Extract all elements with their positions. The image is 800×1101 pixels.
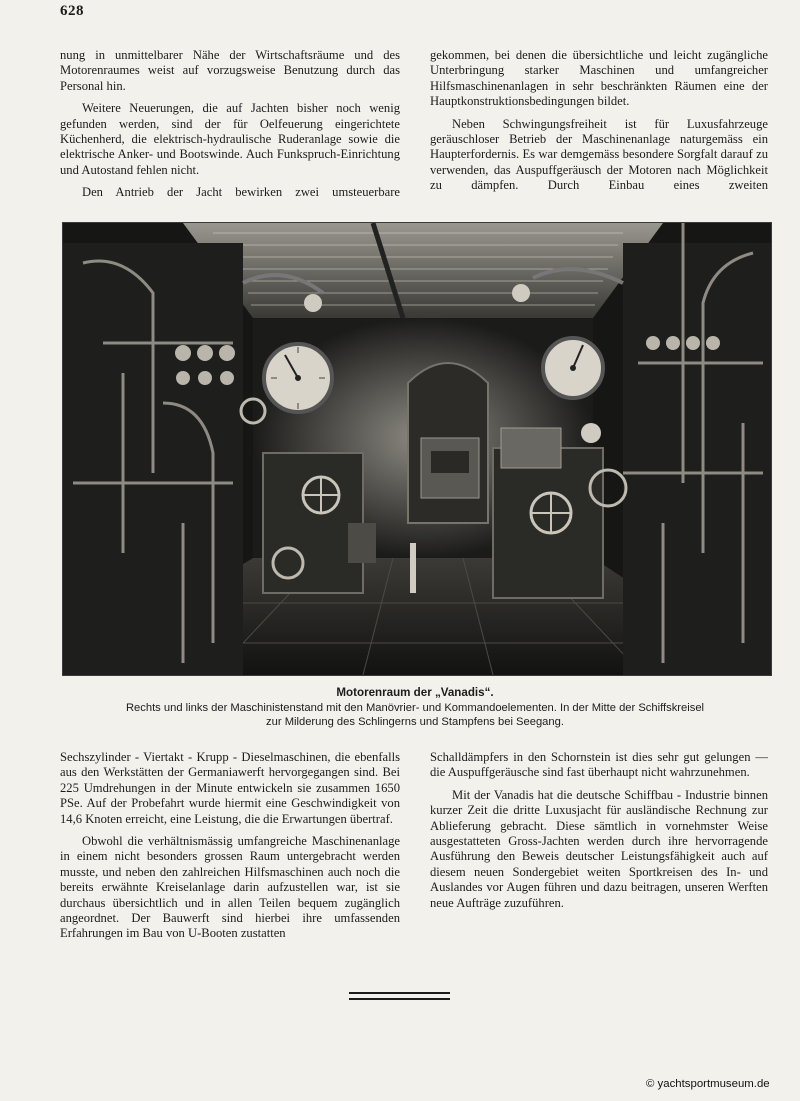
divider xyxy=(349,998,450,1000)
divider xyxy=(349,992,450,994)
caption-title: Motorenraum der „Vanadis“. xyxy=(336,686,494,699)
paragraph: Mit der Vanadis hat die deutsche Schiffbau - Industrie binnen kurzer Zeit die dritte Luxusjacht für ausländische Rechnung zur Ablieferung gebracht. Diese sämtlich in vornehmster Weise ausgestatteten Gross-Jachten werden durch ihre hervorragende Ausführung den Beweis deutscher Leistungsfähigkeit auch auf diesem neuen Sondergebiet weiten Sportkreisen des In- und Auslandes vor Augen führen und dazu beitragen, unseren Werften neue Aufträge zuzuführen. xyxy=(430,787,768,910)
engine-room-illustration xyxy=(63,223,771,675)
page-number: 628 xyxy=(60,3,84,19)
paragraph: nung in unmittelbarer Nähe der Wirtschaftsräume und des Motorenraumes weist auf vorzugsweise Benutzung durch das Personal hin. xyxy=(60,48,400,93)
paragraph: Weitere Neuerungen, die auf Jachten bisher noch wenig gefunden werden, sind der für Oelfeuerung eingerichtete Küchenherd, die elektrisch-hydraulische Ruderanlage sowie die elektrische Anker- und Bootswinde. Auch Funkspruch-Einrichtung und Autostand fehlen nicht. xyxy=(60,101,400,177)
watermark: © yachtsportmuseum.de xyxy=(646,1078,770,1090)
paragraph: gekommen, bei denen die übersichtliche und leicht zugängliche Unterbringung starker Maschinen und umfangreicher Hilfsmaschinenanlagen in sehr beschränkten Räumen eine der Hauptkonstruktionsbedingungen bildet. xyxy=(430,48,768,109)
caption-line: zur Milderung des Schlingerns und Stampfens bei Seegang. xyxy=(266,716,564,728)
paragraph: Neben Schwingungsfreiheit ist für Luxusfahrzeuge geräuschloser Betrieb der Maschinenanlage naturgemäss ein Haupterfordernis. Es war demgemäss besondere Sorgfalt darauf zu verwenden, das Auspuffgeräusch der Motoren nach Möglichkeit zu dämpfen. Durch Einbau eines zweiten xyxy=(430,116,768,193)
paragraph: Schalldämpfers in den Schornstein ist dies sehr gut gelungen — die Auspuffgeräusche sind fast überhaupt nicht wahrzunehmen. xyxy=(430,750,768,780)
paragraph: Den Antrieb der Jacht bewirken zwei umsteuerbare xyxy=(82,185,400,200)
bottom-left-column xyxy=(60,750,400,949)
paragraph: Obwohl die verhältnismässig umfangreiche Maschinenanlage in einem nicht besonders grossen Raum untergebracht werden musste, und neben den zahlreichen Hilfsmaschinen auch noch die bereits erwähnte Kreiselanlage darin aufzustellen war, ist sie durchaus übersichtlich und in allen Teilen bequem zugänglich angeordnet. Der Bauwerft sind hierbei ihre umfassenden Erfahrungen im Bau von U-Booten zustatten xyxy=(60,834,400,941)
end-rule xyxy=(349,992,450,1004)
top-right-column xyxy=(430,48,768,201)
top-left-column xyxy=(60,48,400,208)
paragraph: Sechszylinder - Viertakt - Krupp - Dieselmaschinen, die ebenfalls aus den Werkstätten der Germaniawerft hervorgegangen sind. Bei 225 Umdrehungen in der Minute entwickeln sie zusammen 1650 PSe. Auf der Probefahrt wurde hiermit eine Geschwindigkeit von 14,6 Knoten erreicht, eine Leistung, die die Erwartungen übertraf. xyxy=(60,750,400,826)
photo-caption xyxy=(60,686,770,730)
caption-line: Rechts und links der Maschinistenstand mit den Manövrier- und Kommandoelementen. In der Mitte der Schiffskreisel xyxy=(125,701,705,714)
bottom-right-column xyxy=(430,750,768,918)
engine-room-photo xyxy=(62,222,772,676)
